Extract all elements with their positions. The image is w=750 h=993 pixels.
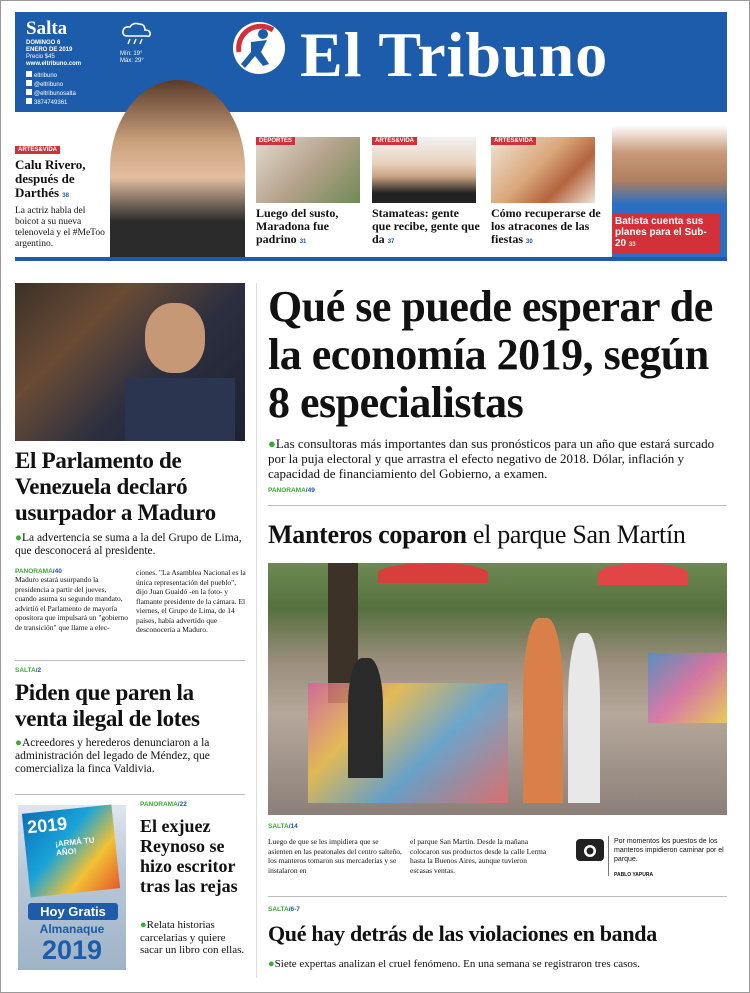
logo-emblem xyxy=(233,22,285,74)
social-instagram: @eltribunosalta xyxy=(26,89,81,98)
manteros-col1: Luego de que se les impidiera que se asienten en las peatonales del centro salteño, los manteros tomaron sus mercaderías y se instalaron en xyxy=(268,837,402,875)
weather-min: Mín: 19° xyxy=(120,51,143,57)
manteros-photo xyxy=(268,563,727,815)
teaser-atracones[interactable] xyxy=(491,137,603,249)
weather xyxy=(120,22,154,65)
date-line-2: ENERO DE 2019 xyxy=(26,47,73,53)
teaser-tag: ARTES&VIDA xyxy=(491,137,536,145)
teaser-batista[interactable] xyxy=(612,214,720,253)
divider xyxy=(15,660,245,661)
merchandise-blanket xyxy=(308,683,508,803)
teaser-tag: ARTES&VIDA xyxy=(15,146,60,154)
almanaque-year: 2019 xyxy=(41,935,103,965)
suit-shape xyxy=(125,378,235,441)
maradona-photo xyxy=(256,137,360,203)
teaser-maradona[interactable] xyxy=(256,137,360,249)
social-twitter: @eltribuno xyxy=(26,80,81,89)
tent-red xyxy=(378,563,488,583)
runner-logo-icon xyxy=(233,22,285,74)
almanaque-poster: 2019 ¡ARMÁ TU AÑO! xyxy=(22,805,120,898)
venezuela-lede: ●La advertencia se suma a la del Grupo de Lima, que desconocerá al presidente. xyxy=(15,532,242,557)
venezuela-col1 xyxy=(15,568,129,632)
price: Precio $45 xyxy=(26,54,55,60)
teaser-text: La actriz habla del boicot a su nueva telenovela y el #MeToo argentino. xyxy=(15,206,105,249)
teaser-headline: Cómo recuperarse de los atracones de las fiestas 30 xyxy=(491,206,601,246)
social-whatsapp: 3874749361 xyxy=(26,98,81,107)
date-line-1: DOMINGO 6 xyxy=(26,40,61,46)
teaser-tag: ARTES&VIDA xyxy=(372,137,417,145)
guaido-photo xyxy=(15,283,245,441)
logo-wordmark: El Tribuno xyxy=(300,19,609,90)
calu-rivero-photo xyxy=(110,80,245,257)
city-name: Salta xyxy=(26,18,68,39)
person-shape xyxy=(568,633,600,803)
section-label: PANORAMA/40 xyxy=(15,568,62,575)
almanaque-line2: Almanaque xyxy=(39,922,105,936)
main-headline[interactable]: Qué se puede esperar de la economía 2019, según 8 especialistas xyxy=(268,282,713,427)
photo-credit: PABLO YAPURA xyxy=(614,872,654,878)
divider xyxy=(268,896,727,897)
divider xyxy=(268,505,727,506)
rain-cloud-icon xyxy=(120,22,154,46)
tent-red xyxy=(598,563,688,585)
lotes-headline[interactable]: Piden que paren la venta ilegal de lotes xyxy=(15,680,200,731)
reynoso-headline[interactable]: El exjuez Reynoso se hizo escritor tras las rejas xyxy=(140,816,238,896)
website: www.eltribuno.com xyxy=(26,61,82,67)
masthead-info xyxy=(26,18,81,107)
social-facebook: eltribuno xyxy=(26,71,81,80)
person-shape xyxy=(348,658,383,778)
teaser-divider xyxy=(15,257,727,261)
weather-max: Máx: 29° xyxy=(120,58,144,64)
caption-rule xyxy=(608,836,609,876)
manteros-headline[interactable]: Manteros coparon el parque San Martín xyxy=(268,520,686,549)
column-text: Maduro estará usurpando la presidencia a partir del jueves, cuando asuma su segundo mandato, advirtió el Parlamento de mayoría opositora que impulsará un "gobierno de transición" que llame a elec- xyxy=(15,575,129,632)
stamateas-photo xyxy=(372,137,476,203)
venezuela-col2: ciones. "La Asamblea Nacional es la única representación del pueblo", dijo Juan Guaidó -en la foto- y flamante presidente de la cámara. El viernes, el Grupo de Lima, de 14 países, había advertido que desconocería a Maduro. xyxy=(136,568,246,634)
divider xyxy=(15,794,245,795)
teaser-headline: Calu Rivero, después de Darthés 38 xyxy=(15,157,86,200)
manteros-col2: el parque San Martín. Desde la mañana colocaron sus productos desde la calle Lerma hasta la Buenos Aires, aunque tuvieron escasas ventas. xyxy=(410,837,547,875)
reynoso-lede: ●Relata historias carcelarias y quiere sacar un libro con ellas. xyxy=(140,919,245,956)
merchandise-blanket xyxy=(648,653,727,723)
main-section: PANORAMA/49 xyxy=(268,487,315,494)
teaser-headline: Luego del susto, Maradona fue padrino 31 xyxy=(256,206,339,246)
violaciones-section: SALTA/6-7 xyxy=(268,906,300,913)
manteros-section: SALTA/14 xyxy=(268,823,298,830)
camera-lens-icon xyxy=(576,839,604,861)
photo-caption: Por momentos los puestos de los manteros impidieron caminar por el parque. xyxy=(614,838,724,863)
column-rule xyxy=(256,283,257,978)
face-shape xyxy=(145,303,205,373)
teaser-headline: Stamateas: gente que recibe, gente que da 37 xyxy=(372,206,480,246)
camera-icon xyxy=(576,839,604,861)
teaser-calu[interactable] xyxy=(15,138,110,250)
lotes-section: SALTA/2 xyxy=(15,667,42,674)
teaser-stamateas[interactable] xyxy=(372,137,480,249)
reynoso-section: PANORAMA/22 xyxy=(140,801,187,808)
main-lede: ●Las consultoras más importantes dan sus pronósticos para un año que estará surcado por la puja electoral y que arrastra el efecto negativo de 2018. Dólar, inflación y capacidad de financiamiento del Gobierno, a examen. xyxy=(268,436,715,481)
person-shape xyxy=(523,618,563,803)
violaciones-lede: ●Siete expertas analizan el cruel fenómeno. En una semana se registraron tres casos. xyxy=(268,958,640,970)
violaciones-headline[interactable]: Qué hay detrás de las violaciones en banda xyxy=(268,921,657,946)
teaser-headline: Batista cuenta sus planes para el Sub-20 33 xyxy=(612,214,720,253)
teaser-tag: DEPORTES xyxy=(256,137,295,145)
almanaque-promo[interactable] xyxy=(18,805,126,970)
almanaque-line1: Hoy Gratis xyxy=(28,903,118,920)
venezuela-headline[interactable]: El Parlamento de Venezuela declaró usurpador a Maduro xyxy=(15,448,216,525)
food-photo xyxy=(491,137,595,203)
lotes-lede: ●Acreedores y herederos denunciaron a la administración del legado de Méndez, que comercializa la finca Valdivia. xyxy=(15,737,210,775)
